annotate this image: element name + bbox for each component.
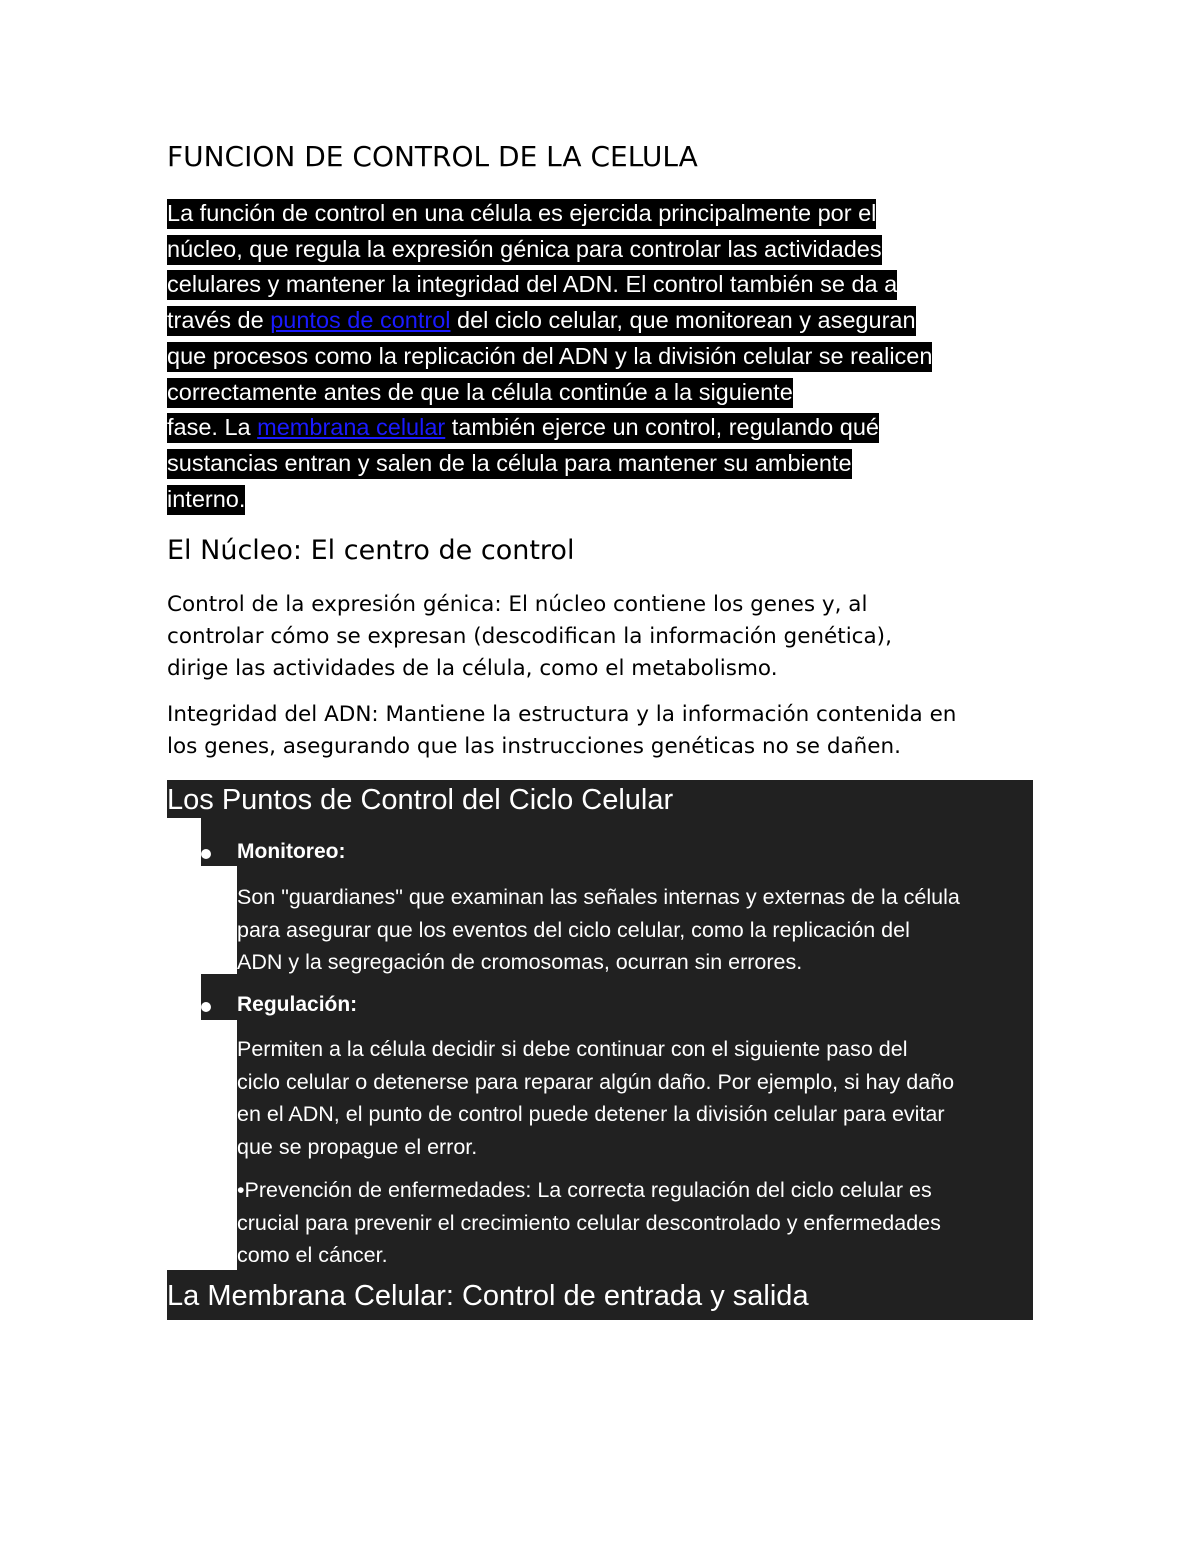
paragraph-line: ciclo celular o detenerse para reparar algún daño. Por ejemplo, si hay daño: [237, 1069, 955, 1094]
intro-line: [167, 306, 916, 336]
bullet-icon: [201, 1002, 211, 1012]
indent-gap: [201, 1020, 237, 1270]
paragraph-line: Permiten a la célula decidir si debe continuar con el siguiente paso del: [237, 1037, 908, 1061]
regulacion-label: Regulación:: [237, 993, 358, 1016]
paragraph-line: en el ADN, el punto de control puede detener la división celular para evitar: [237, 1102, 945, 1127]
indent-gap: [201, 866, 237, 974]
regulacion-paragraph: [237, 1033, 1037, 1164]
monitoreo-label: Monitoreo:: [237, 840, 346, 863]
intro-line: correctamente antes de que la célula continúe a la siguiente: [167, 378, 793, 408]
puntos-de-control-link[interactable]: puntos de control: [270, 307, 451, 334]
nucleo-heading: El Núcleo: El centro de control: [167, 535, 575, 566]
intro-line: celulares y mantener la integridad del ADN. El control también se da a: [167, 270, 897, 300]
paragraph-line: Son "guardianes" que examinan las señales internas y externas de la célula: [237, 885, 960, 909]
intro-line: [167, 413, 879, 443]
paragraph-line: que se propague el error.: [237, 1135, 478, 1160]
intro-text: fase. La: [167, 414, 258, 441]
membrana-celular-link[interactable]: membrana celular: [257, 414, 446, 441]
nucleo-paragraph-integridad: [167, 699, 1047, 763]
document-title: FUNCION DE CONTROL DE LA CELULA: [167, 140, 698, 173]
intro-text: través de: [167, 307, 271, 334]
paragraph-line: crucial para prevenir el crecimiento celular descontrolado y enfermedades: [237, 1210, 941, 1235]
intro-line: interno.: [167, 485, 245, 515]
intro-line: sustancias entran y salen de la célula para mantener su ambiente: [167, 449, 852, 479]
paragraph-line: Integridad del ADN: Mantiene la estructura y la información contenida en: [167, 702, 957, 727]
prevencion-paragraph: [237, 1174, 1037, 1272]
paragraph-line: dirige las actividades de la célula, como el metabolismo.: [167, 656, 778, 681]
paragraph-line: como el cáncer.: [237, 1243, 388, 1268]
puntos-heading: Los Puntos de Control del Ciclo Celular: [167, 784, 674, 816]
nucleo-paragraph-expresion: [167, 589, 1047, 685]
paragraph-line: los genes, asegurando que las instrucciones genéticas no se dañen.: [167, 734, 901, 759]
puntos-de-control-section: [167, 780, 1033, 1320]
paragraph-line: para asegurar que los eventos del ciclo celular, como la replicación del: [237, 917, 910, 942]
bullet-icon: [201, 849, 211, 859]
paragraph-line: ADN y la segregación de cromosomas, ocurran sin errores.: [237, 950, 803, 975]
intro-text: también ejerce un control, regulando qué: [445, 414, 879, 441]
intro-text: del ciclo celular, que monitorean y aseguran: [450, 307, 916, 334]
paragraph-line: Control de la expresión génica: El núcleo contiene los genes y, al: [167, 592, 868, 617]
intro-line: que procesos como la replicación del ADN y la división celular se realicen: [167, 342, 932, 372]
intro-line: núcleo, que regula la expresión génica para controlar las actividades: [167, 235, 882, 265]
paragraph-line: •Prevención de enfermedades: La correcta regulación del ciclo celular es: [237, 1178, 932, 1202]
indent-gap: [167, 818, 201, 1270]
paragraph-line: controlar cómo se expresan (descodifican la información genética),: [167, 624, 892, 649]
intro-line: La función de control en una célula es ejercida principalmente por el: [167, 199, 876, 229]
monitoreo-paragraph: [237, 881, 1037, 979]
membrana-heading: La Membrana Celular: Control de entrada y salida: [167, 1280, 809, 1312]
